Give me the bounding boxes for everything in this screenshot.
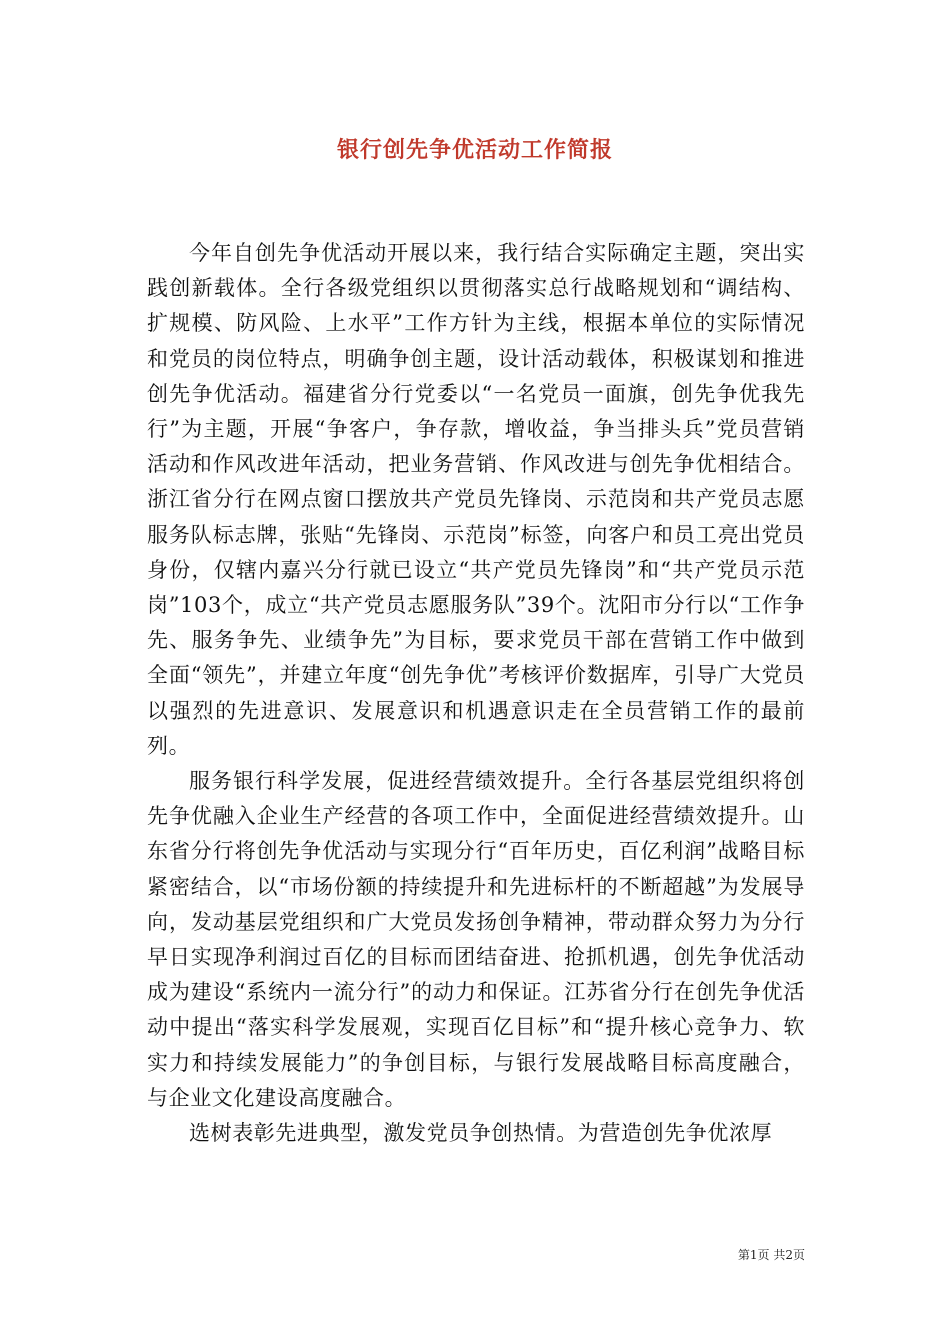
page-number-footer: 第1页 共2页 bbox=[737, 1248, 805, 1262]
document-title: 银行创先争优活动工作简报 bbox=[336, 137, 613, 163]
document-body bbox=[147, 236, 805, 1151]
paragraph-1: 今年自创先争优活动开展以来，我行结合实际确定主题，突出实践创新载体。全行各级党组织以贯彻落实总行战略规划和“调结构、扩规模、防风险、上水平”工作方针为主线，根据本单位的实际情况和党员的岗位特点，明确争创主题，设计活动载体，积极谋划和推进创先争优活动。福建省分行党委以“一名党员一面旗，创先争优我先行”为主题，开展“争客户，争存款，增收益，争当排头兵”党员营销活动和作风改进年活动，把业务营销、作风改进与创先争优相结合。浙江省分行在网点窗口摆放共产党员先锋岗、示范岗和共产党员志愿服务队标志牌，张贴“先锋岗、示范岗”标签，向客户和员工亮出党员身份，仅辖内嘉兴分行就已设立“共产党员先锋岗”和“共产党员示范岗”103个，成立“共产党员志愿服务队”39个。沈阳市分行以“工作争先、服务争先、业绩争先”为目标，要求党员干部在营销工作中做到全面“领先”，并建立年度“创先争优”考核评价数据库，引导广大党员以强烈的先进意识、发展意识和机遇意识走在全员营销工作的最前列。 bbox=[147, 241, 805, 758]
paragraph-2: 服务银行科学发展，促进经营绩效提升。全行各基层党组织将创先争优融入企业生产经营的各项工作中，全面促进经营绩效提升。山东省分行将创先争优活动与实现分行“百年历史，百亿利润”战略目标紧密结合，以“市场份额的持续提升和先进标杆的不断超越”为发展导向，发动基层党组织和广大党员发扬创争精神，带动群众努力为分行早日实现净利润过百亿的目标而团结奋进、抢抓机遇，创先争优活动成为建设“系统内一流分行”的动力和保证。江苏省分行在创先争优活动中提出“落实科学发展观，实现百亿目标”和“提升核心竞争力、软实力和持续发展能力”的争创目标，与银行发展战略目标高度融合，与企业文化建设高度融合。 bbox=[147, 769, 805, 1110]
paragraph-3: 选树表彰先进典型，激发党员争创热情。为营造创先争优浓厚 bbox=[189, 1121, 773, 1146]
